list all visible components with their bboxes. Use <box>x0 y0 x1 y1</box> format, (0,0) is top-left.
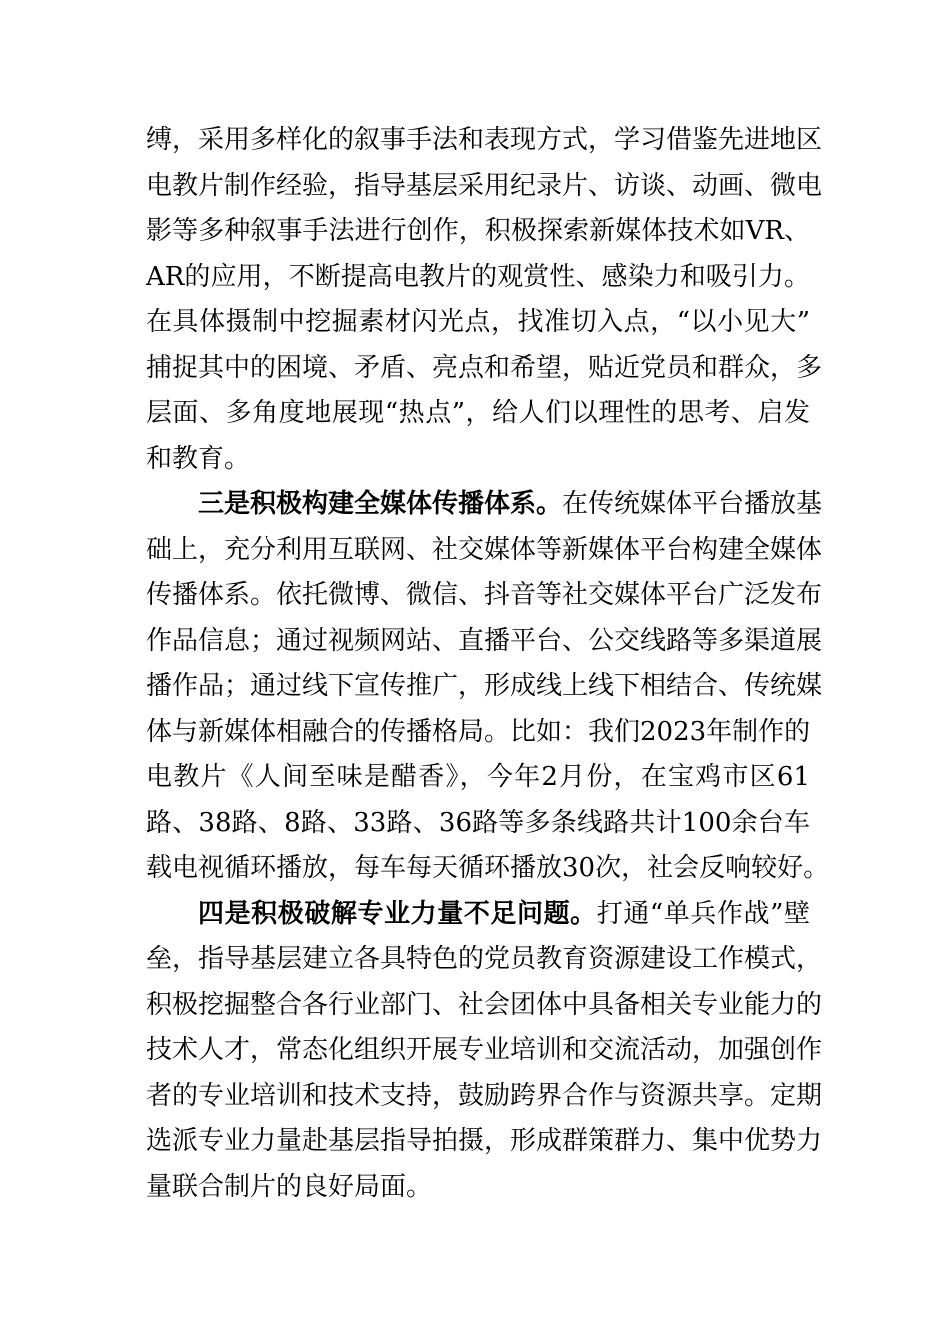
paragraph-line: 播作品；通过线下宣传推广，形成线上线下相结合、传统媒 <box>146 671 823 701</box>
paragraph-line: 层面、多角度地展现“热点”，给人们以理性的思考、启发 <box>146 398 810 428</box>
paragraph-text: 在传统媒体平台播放基 <box>562 489 823 519</box>
document-body <box>146 118 830 1210</box>
paragraph-text: 打通“单兵作战”壁 <box>596 898 810 929</box>
paragraph-3 <box>146 892 823 1211</box>
paragraph-line: 传播体系。依托微博、微信、抖音等社交媒体平台广泛发布 <box>146 580 823 610</box>
paragraph-line: 载电视循环播放，每车每天循环播放30次，社会反响较好。 <box>146 853 830 883</box>
paragraph-line: 路、38路、8路、33路、36路等多条线路共计100余台车 <box>146 807 810 838</box>
paragraph-1 <box>146 118 823 482</box>
paragraph-line: 作品信息；通过视频网站、直播平台、公交线路等多渠道展 <box>146 625 823 656</box>
paragraph-line: 影等多种叙事手法进行创作，积极探索新媒体技术如VR、 <box>146 216 810 246</box>
paragraph-line: 在具体摄制中挖掘素材闪光点，找准切入点，“以小见大” <box>146 307 810 337</box>
paragraph-2 <box>146 482 830 892</box>
paragraph-line: AR的应用，不断提高电教片的观赏性、感染力和吸引力。 <box>146 261 810 292</box>
paragraph-line: 础上，充分利用互联网、社交媒体等新媒体平台构建全媒体 <box>146 534 823 565</box>
paragraph-heading: 四是积极破解专业力量不足问题。 <box>198 898 597 929</box>
paragraph-line: 垒，指导基层建立各具特色的党员教育资源建设工作模式， <box>146 944 823 974</box>
paragraph-line: 和教育。 <box>146 443 251 474</box>
paragraph-line: 积极挖掘整合各行业部门、社会团体中具备相关专业能力的 <box>146 989 823 1020</box>
paragraph-line: 缚，采用多样化的叙事手法和表现方式，学习借鉴先进地区 <box>146 125 823 155</box>
paragraph-line: 技术人才，常态化组织开展专业培训和交流活动，加强创作 <box>146 1035 823 1065</box>
paragraph-line: 捕捉其中的困境、矛盾、亮点和希望，贴近党员和群众，多 <box>146 352 823 383</box>
paragraph-first-line <box>146 482 823 528</box>
paragraph-line: 量联合制片的良好局面。 <box>146 1171 433 1202</box>
paragraph-first-line <box>146 892 810 938</box>
paragraph-line: 体与新媒体相融合的传播格局。比如：我们2023年制作的 <box>146 716 811 747</box>
paragraph-line: 电教片《人间至味是醋香》，今年2月份，在宝鸡市区61 <box>146 762 810 792</box>
paragraph-line: 电教片制作经验，指导基层采用纪录片、访谈、动画、微电 <box>146 170 823 201</box>
paragraph-heading: 三是积极构建全媒体传播体系。 <box>198 489 563 519</box>
paragraph-line: 选派专业力量赴基层指导拍摄，形成群策群力、集中优势力 <box>146 1126 823 1156</box>
paragraph-line: 者的专业培训和技术支持，鼓励跨界合作与资源共享。定期 <box>146 1080 823 1111</box>
